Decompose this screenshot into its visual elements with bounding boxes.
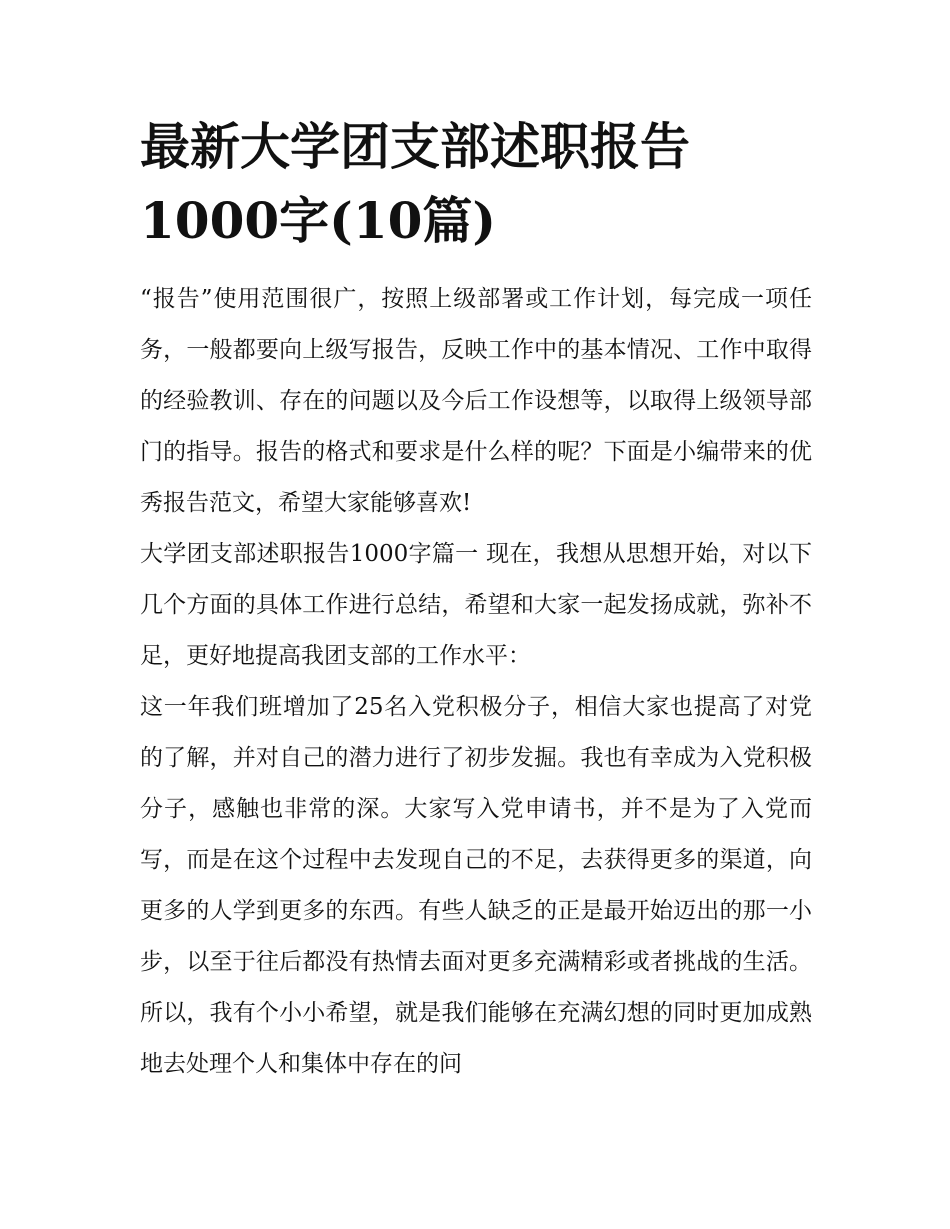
document-page [140,110,812,1090]
paragraph-party-members: 这一年我们班增加了25名入党积极分子，相信大家也提高了对党的了解，并对自己的潜力进行了初步发掘。我也有幸成为入党积极分子，感触也非常的深。大家写入党申请书，并不是为了入党而写，而是在这个过程中去发现自己的不足，去获得更多的渠道，向更多的人学到更多的东西。有些人缺乏的正是最开始迈出的那一小步，以至于往后都没有热情去面对更多充满精彩或者挑战的生活。所以，我有个小小希望，就是我们能够在充满幻想的同时更加成熟地去处理个人和集体中存在的问 [140,694,812,1077]
paragraph-intro: “报告”使用范围很广，按照上级部署或工作计划，每完成一项任务，一般都要向上级写报告，反映工作中的基本情况、工作中取得的经验教训、存在的问题以及今后工作设想等，以取得上级领导部门的指导。报告的格式和要求是什么样的呢？下面是小编带来的优秀报告范文，希望大家能够喜欢! [140,286,812,516]
document-title: 最新大学团支部述职报告1000字(10篇) [140,117,690,250]
paragraph-report-one: 大学团支部述职报告1000字篇一 现在，我想从思想开始，对以下几个方面的具体工作进行总结，希望和大家一起发扬成就，弥补不足，更好地提高我团支部的工作水平： [140,541,812,669]
